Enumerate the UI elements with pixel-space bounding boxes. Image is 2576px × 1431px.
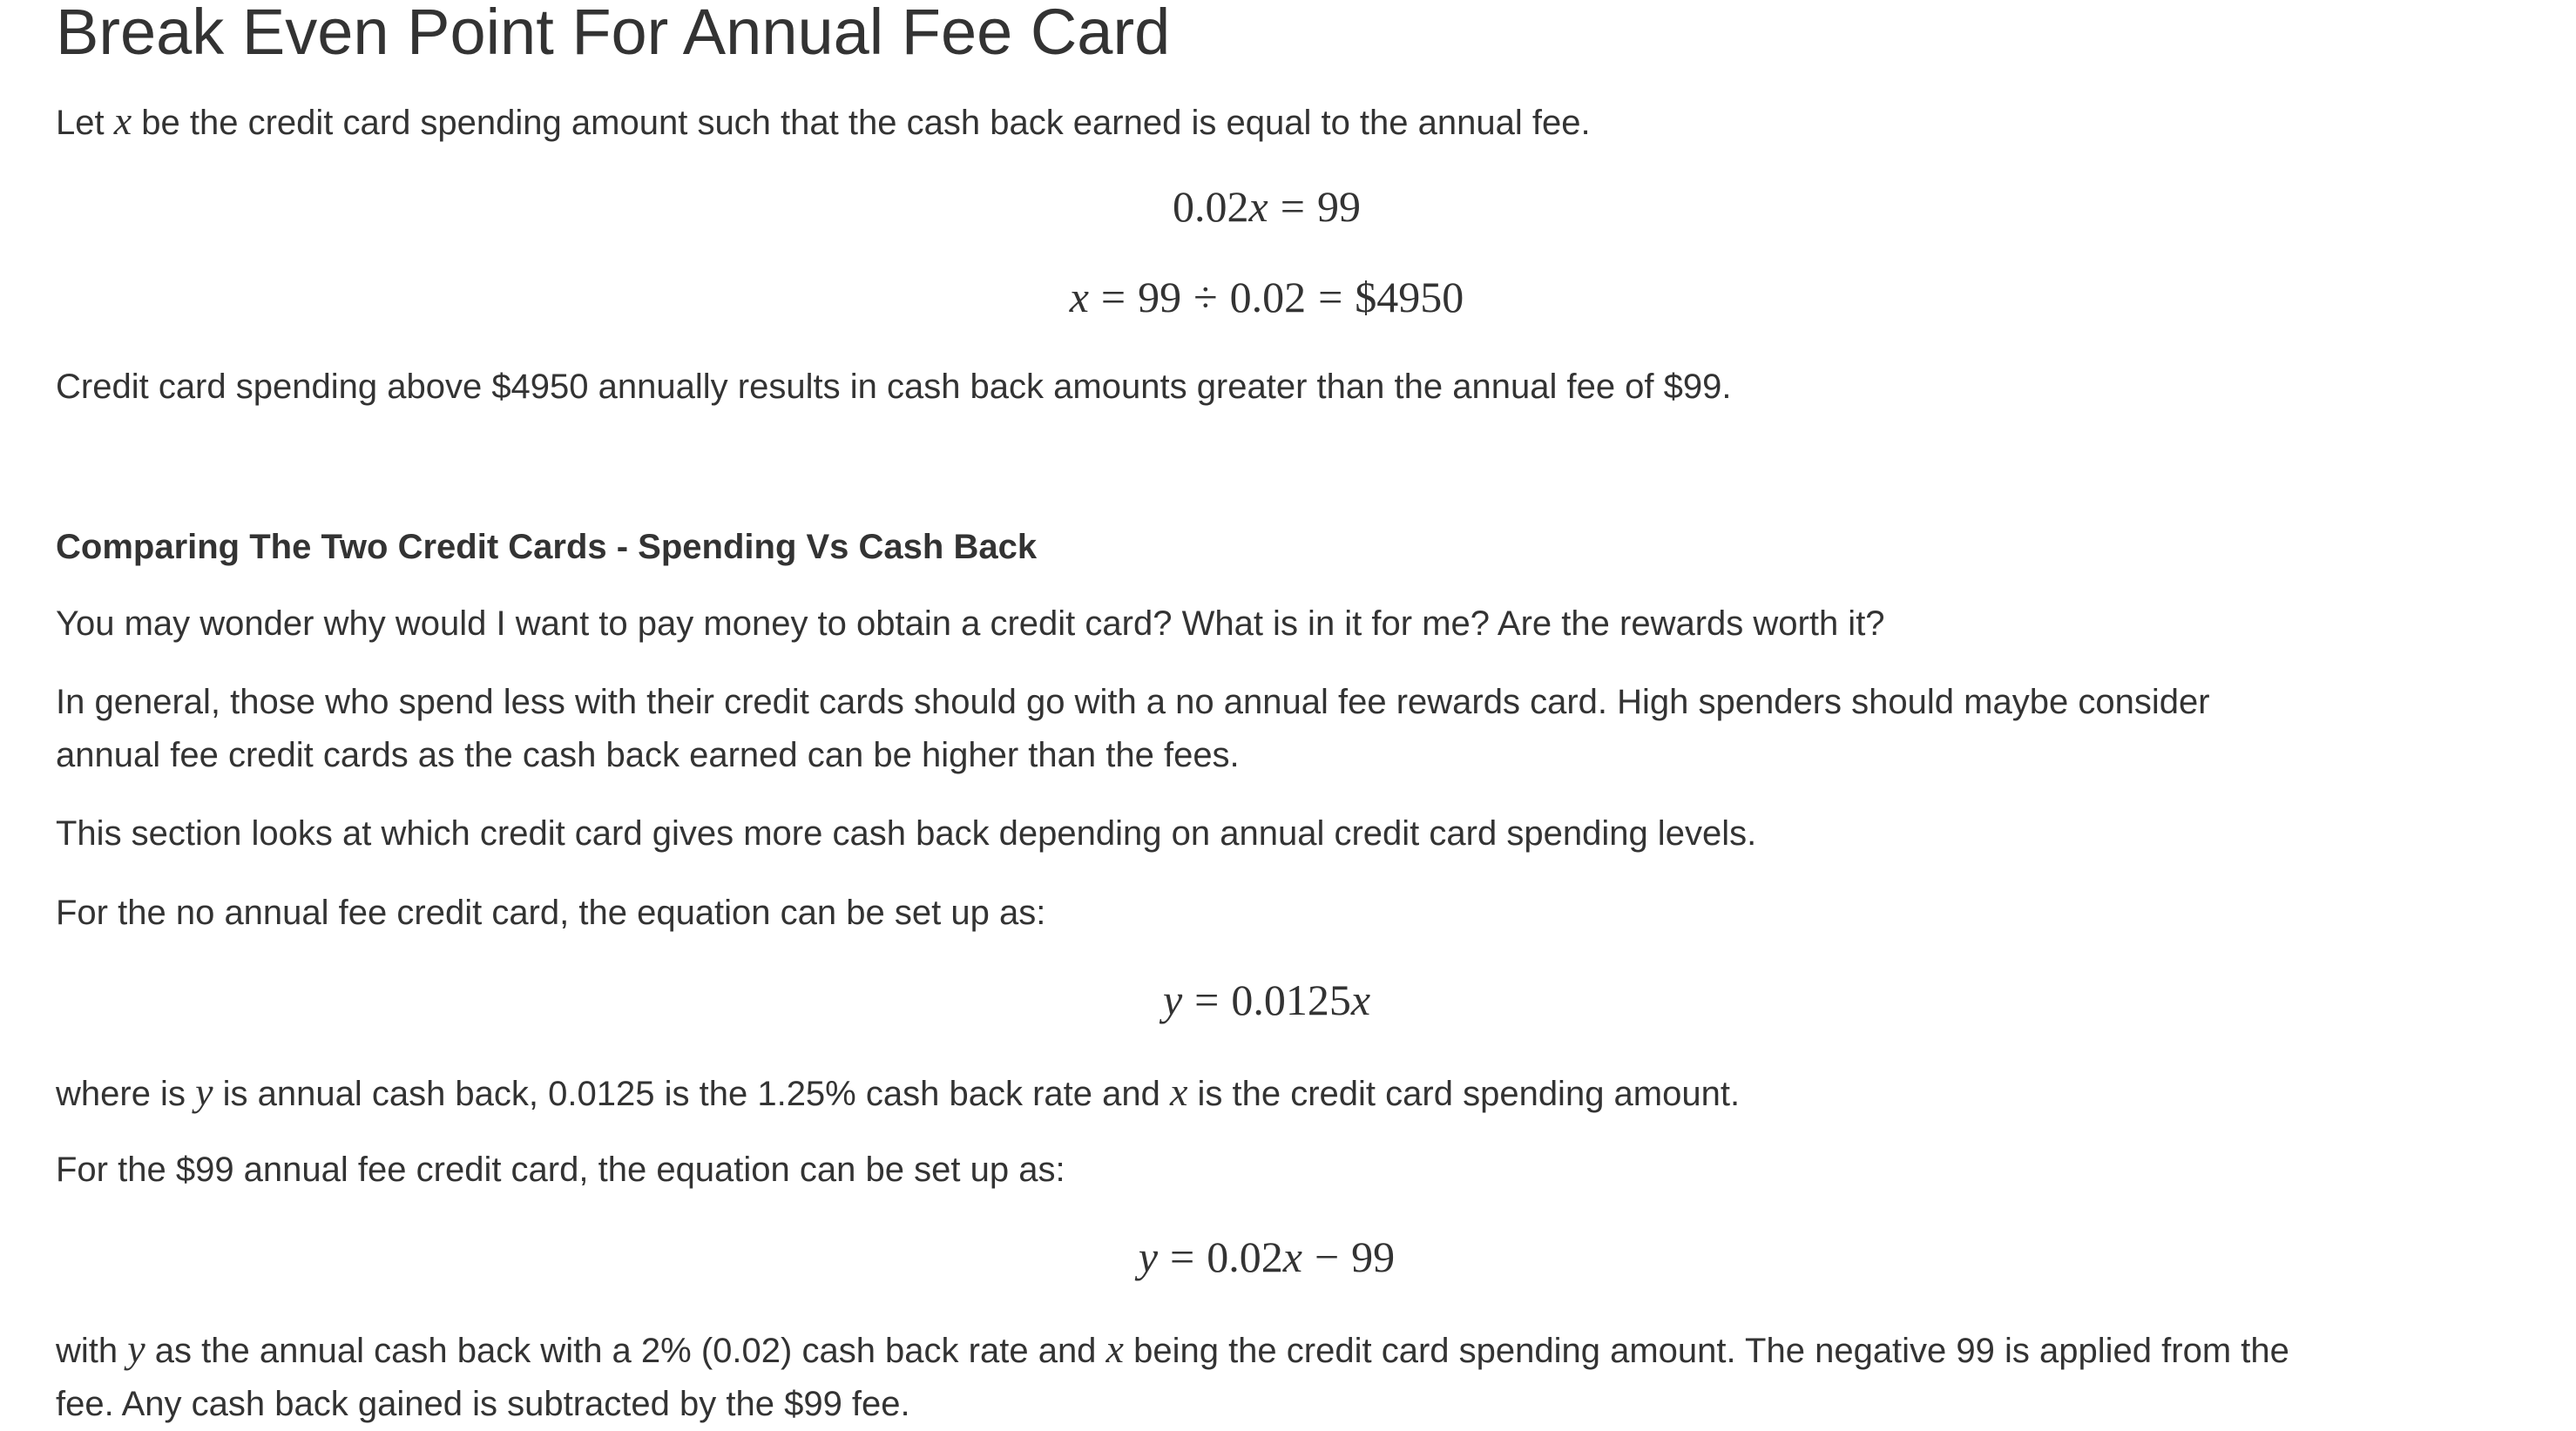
- equation-solution: [56, 271, 2478, 323]
- equation-variable: x: [1069, 273, 1089, 321]
- equation-operator: =: [1318, 273, 1343, 321]
- equation-coefficient: 0.02: [1173, 182, 1249, 231]
- with-text-middle: as the annual cash back with a 2% (0.02) cash back rate and: [145, 1332, 1106, 1370]
- with-paragraph: [56, 1322, 2478, 1431]
- intro-text-before: Let: [56, 104, 114, 142]
- equation-no-fee-card: [56, 974, 2478, 1026]
- equation-minus-sign: −: [1314, 1232, 1340, 1281]
- math-variable-x: x: [1105, 1326, 1124, 1371]
- equation-variable: x: [1248, 182, 1268, 231]
- no-fee-paragraph: For the no annual fee credit card, the equation can be set up as:: [56, 894, 1046, 932]
- with-text-before: with: [56, 1332, 128, 1370]
- equation-result: $4950: [1355, 273, 1464, 321]
- general-paragraph: [56, 676, 2478, 782]
- page-title: Break Even Point For Annual Fee Card: [56, 0, 1171, 68]
- equation-operator: =: [1280, 182, 1305, 231]
- general-paragraph-line2: annual fee credit cards as the cash back earned can be higher than the fees.: [56, 736, 1240, 774]
- where-text-middle: is annual cash back, 0.0125 is the 1.25% cash back rate and: [213, 1075, 1170, 1113]
- equation-coefficient: 0.02: [1207, 1232, 1283, 1281]
- section-heading: Comparing The Two Credit Cards - Spending Vs Cash Back: [56, 528, 1038, 566]
- equation-dividend: 99: [1138, 273, 1182, 321]
- equation-variable: x: [1282, 1232, 1302, 1281]
- equation-divisor: 0.02: [1229, 273, 1307, 321]
- with-text-after: being the credit card spending amount. The negative 99 is applied from the: [1123, 1332, 2289, 1370]
- equation-operator: =: [1100, 273, 1126, 321]
- fee-card-paragraph: For the $99 annual fee credit card, the equation can be set up as:: [56, 1151, 1065, 1189]
- intro-text-after: be the credit card spending amount such that the cash back earned is equal to the annual fee.: [132, 104, 1591, 142]
- intro-paragraph: [56, 94, 2478, 150]
- where-text-before: where is: [56, 1075, 196, 1113]
- equation-rhs: 99: [1316, 182, 1361, 231]
- equation-break-even: [56, 180, 2478, 233]
- equation-operator: =: [1194, 975, 1220, 1024]
- equation-operator: =: [1170, 1232, 1195, 1281]
- with-text-line2: fee. Any cash back gained is subtracted by the $99 fee.: [56, 1385, 910, 1423]
- math-variable-y: y: [127, 1326, 145, 1371]
- equation-variable: x: [1350, 975, 1371, 1024]
- conclusion-paragraph: Credit card spending above $4950 annually results in cash back amounts greater than the annual fee of $99.: [56, 368, 1732, 406]
- where-paragraph: [56, 1065, 2478, 1121]
- math-variable-x: x: [113, 98, 132, 143]
- equation-rhs: 99: [1351, 1232, 1396, 1281]
- wonder-paragraph: You may wonder why would I want to pay money to obtain a credit card? What is in it for me? Are the rewards worth it?: [56, 604, 1885, 643]
- equation-fee-card: [56, 1231, 2478, 1283]
- math-variable-x: x: [1169, 1070, 1188, 1114]
- equation-lhs: y: [1162, 975, 1183, 1024]
- math-variable-y: y: [195, 1070, 213, 1114]
- equation-coefficient: 0.0125: [1231, 975, 1351, 1024]
- section-paragraph: This section looks at which credit card gives more cash back depending on annual credit card spending levels.: [56, 814, 1757, 853]
- general-paragraph-line1: In general, those who spend less with their credit cards should go with a no annual fee rewards card. High spenders should maybe consider: [56, 683, 2210, 721]
- equation-lhs: y: [1138, 1232, 1159, 1281]
- where-text-after: is the credit card spending amount.: [1187, 1075, 1741, 1113]
- equation-divide-sign: ÷: [1193, 273, 1218, 321]
